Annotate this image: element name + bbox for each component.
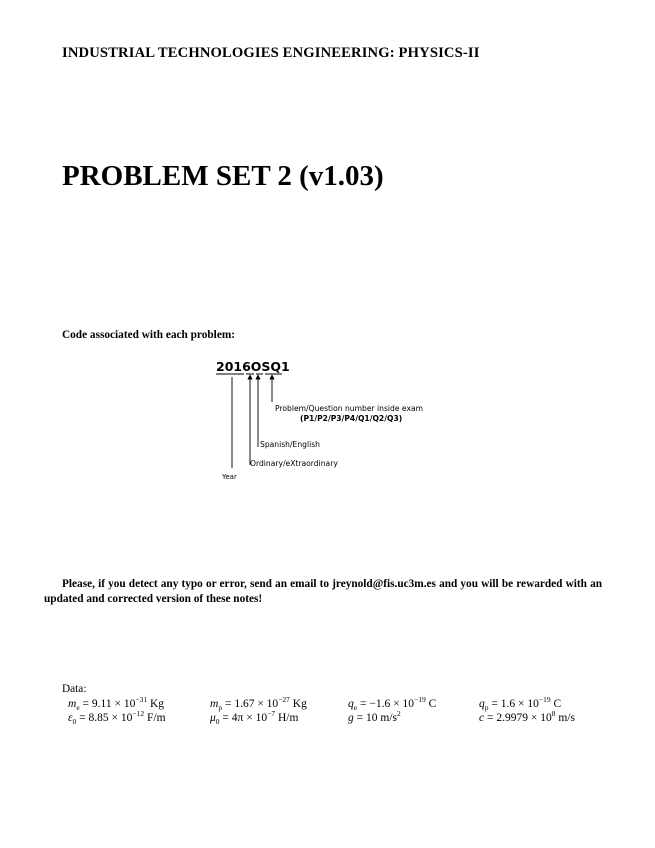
errata-text: Please, if you detect any typo or error, send an email to jreynold@fis.uc3m.es and you will be rewarded with an updated and corrected version of these notes! bbox=[44, 578, 602, 605]
label-year: Year bbox=[222, 473, 237, 481]
constant-electron-mass: $m_e = 9.11 \times 10^{-31}$ Kg bbox=[68, 695, 165, 713]
constant-vacuum-permittivity: $\varepsilon_0 = 8.85 \times 10^{-12}$ F/m bbox=[68, 709, 166, 727]
constant-vacuum-permeability: $\mu_0 = 4\pi \times 10^{-7}$ H/m bbox=[210, 709, 299, 727]
label-problem-options: (P1/P2/P3/P4/Q1/Q2/Q3) bbox=[300, 414, 403, 423]
label-language: Spanish/English bbox=[260, 440, 320, 449]
constant-electron-charge: $q_e = -1.6 \times 10^{-19}$ C bbox=[348, 695, 437, 713]
errata-notice bbox=[44, 577, 602, 607]
constant-proton-charge: $q_p = 1.6 \times 10^{-19}$ C bbox=[479, 695, 562, 713]
code-text: 2016OSQ1 bbox=[216, 359, 290, 374]
constant-gravity: g = 10 $m/s^2$ bbox=[348, 709, 401, 724]
label-problem: Problem/Question number inside exam bbox=[275, 404, 424, 413]
constant-speed-of-light: $c = 2.9979 \times 10^8$ m/s bbox=[479, 709, 575, 724]
constant-proton-mass: $m_p = 1.67 \times 10^{-27}$ Kg bbox=[210, 695, 307, 713]
code-section-label: Code associated with each problem: bbox=[62, 329, 236, 341]
course-header: INDUSTRIAL TECHNOLOGIES ENGINEERING: PHYSICS-II bbox=[62, 45, 480, 61]
page-title: PROBLEM SET 2 (v1.03) bbox=[62, 160, 384, 192]
label-exam-type: Ordinary/eXtraordinary bbox=[250, 459, 338, 468]
data-label: Data: bbox=[62, 683, 87, 695]
